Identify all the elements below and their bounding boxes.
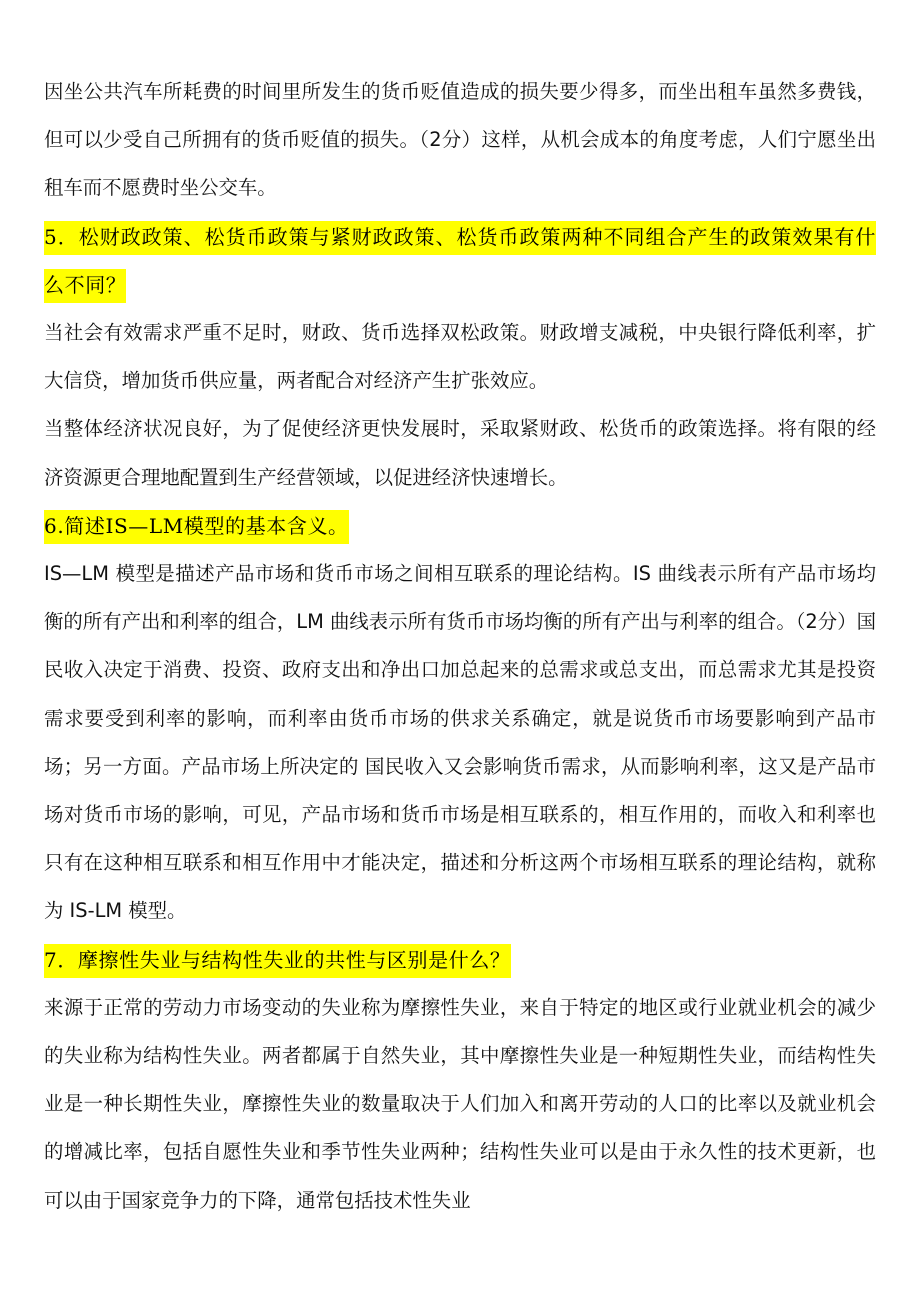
answer-5-paragraph-2: 当整体经济状况良好，为了促使经济更快发展时，采取紧财政、松货币的政策选择。将有限的经济资源更合理地配置到生产经营领域，以促进经济快速增长。 [44,417,876,489]
question-7-heading [44,936,876,984]
question-7-highlight: 7．摩擦性失业与结构性失业的共性与区别是什么？ [44,944,511,978]
paragraph-intro: 因坐公共汽车所耗费的时间里所发生的货币贬值造成的损失要少得多，而坐出租车虽然多费钱，但可以少受自己所拥有的货币贬值的损失。（2分）这样，从机会成本的角度考虑，人们宁愿坐出租车而不愿费时坐公交车。 [44,80,876,200]
answer-6-paragraph: IS—LM 模型是描述产品市场和货币市场之间相互联系的理论结构。IS 曲线表示所有产品市场均衡的所有产出和利率的组合，LM 曲线表示所有货币市场均衡的所有产出与利率的组合。（2分）国民收入决定于消费、投资、政府支出和净出口加总起来的总需求或总支出，而总需求尤其是投资需求要受到利率的影响，而利率由货币市场的供求关系确定，就是说货币市场要影响到产品市场；另一方面。产品市场上所决定的 国民收入又会影响货币需求，从而影响利率，这又是产品市场对货币市场的影响，可见，产品市场和货币市场是相互联系的，相互作用的，而收入和利率也只有在这种相互联系和相互作用中才能决定，描述和分析这两个市场相互联系的理论结构，就称为 IS-LM 模型。 [44,562,876,923]
question-5-heading [44,213,876,309]
document-page [44,68,876,1225]
answer-7-paragraph: 来源于正常的劳动力市场变动的失业称为摩擦性失业，来自于特定的地区或行业就业机会的减少的失业称为结构性失业。两者都属于自然失业，其中摩擦性失业是一种短期性失业，而结构性失业是一种长期性失业，摩擦性失业的数量取决于人们加入和离开劳动的人口的比率以及就业机会的增减比率，包括自愿性失业和季节性失业两种；结构性失业可以是由于永久性的技术更新，也可以由于国家竞争力的下降，通常包括技术性失业 [44,995,876,1212]
question-6-highlight: 6.简述IS—LM模型的基本含义。 [44,510,349,544]
question-6-heading [44,502,876,550]
question-5-highlight: 5．松财政政策、松货币政策与紧财政政策、松货币政策两种不同组合产生的政策效果有什么不同？ [44,221,876,303]
answer-5-paragraph-1: 当社会有效需求严重不足时，财政、货币选择双松政策。财政增支减税，中央银行降低利率，扩大信贷，增加货币供应量，两者配合对经济产生扩张效应。 [44,321,876,393]
